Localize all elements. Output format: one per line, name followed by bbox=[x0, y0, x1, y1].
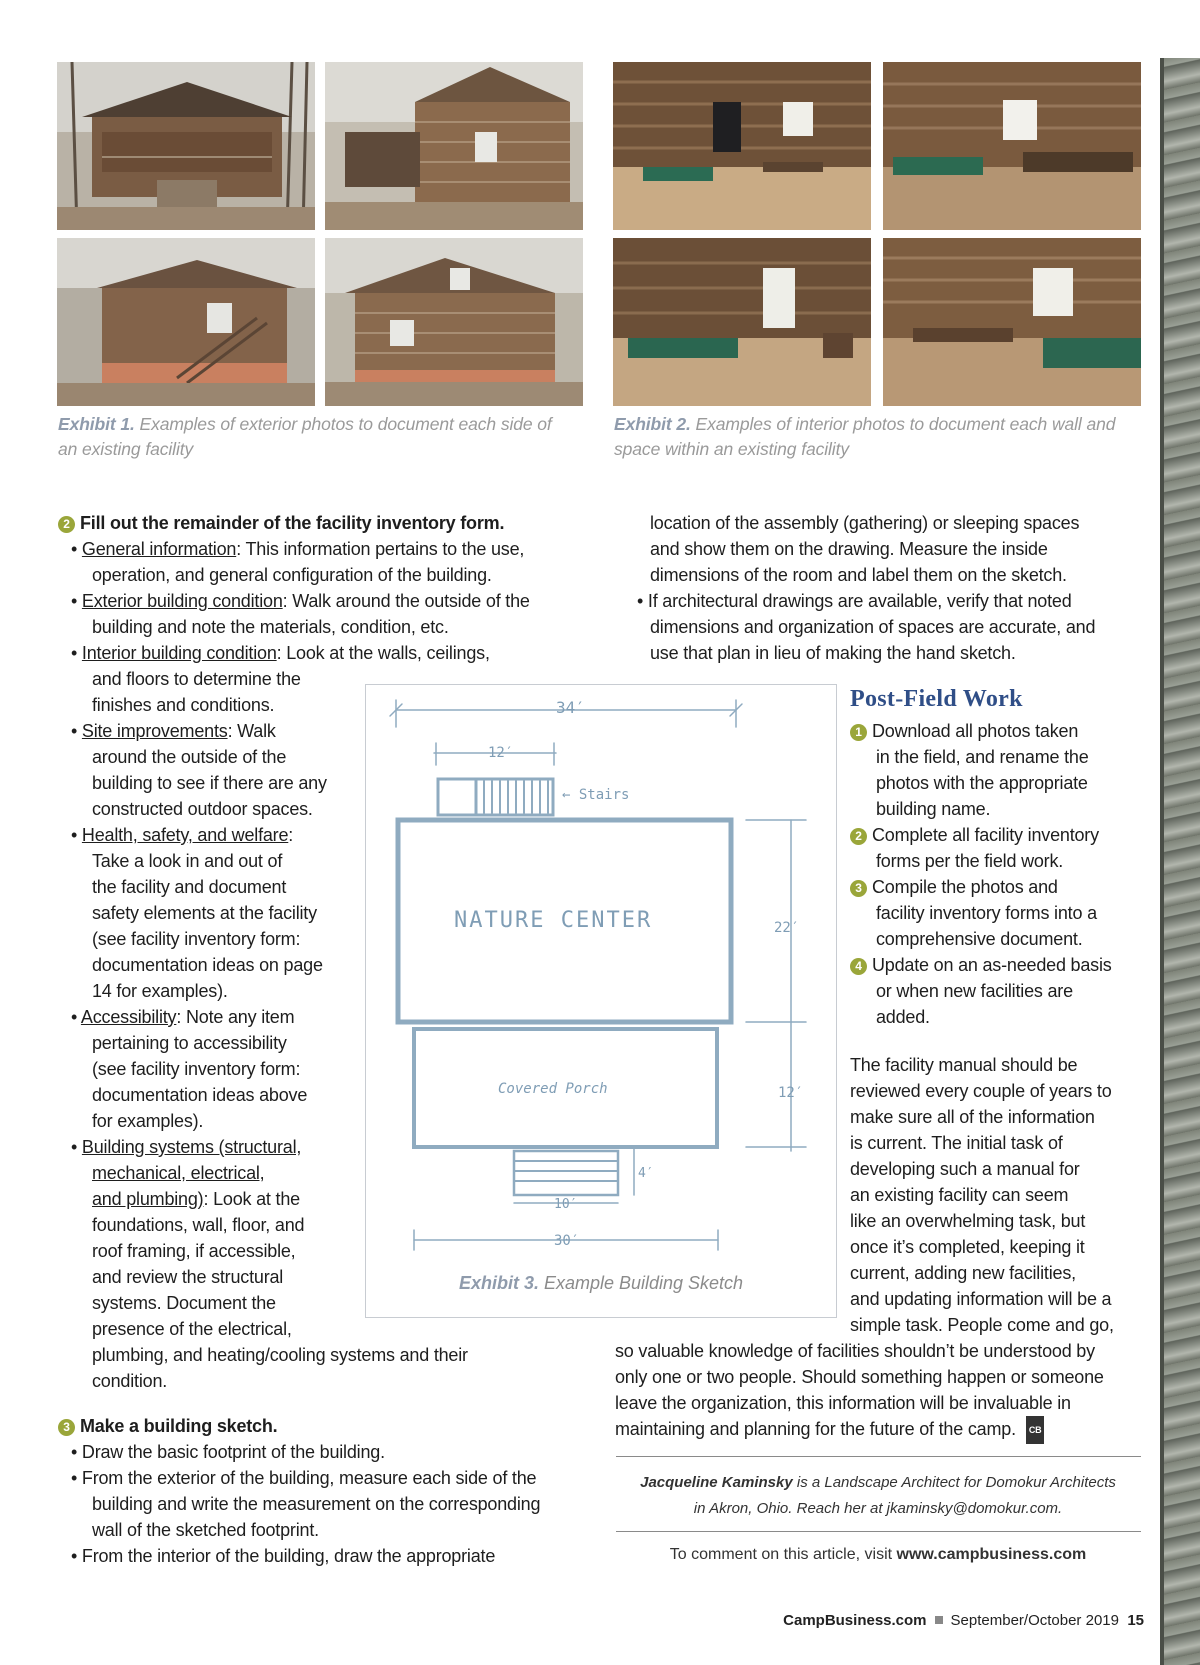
bullet-draw-footprint: • Draw the basic footprint of the building. bbox=[71, 1442, 385, 1462]
paragraph-line-13: only one or two people. Should something happen or someone bbox=[615, 1367, 1104, 1387]
bullet-building-systems-cont-6: plumbing, and heating/cooling systems and their bbox=[92, 1345, 468, 1365]
end-mark-badge: CB bbox=[1026, 1416, 1045, 1444]
bullet-architectural-drawings: • If architectural drawings are available, verify that noted bbox=[637, 591, 1072, 611]
bullet-health-safety-cont-5: documentation ideas on page bbox=[92, 955, 323, 975]
post-field-item-3-cont-2: comprehensive document. bbox=[876, 929, 1083, 949]
bullet-accessibility: • Accessibility: Note any item bbox=[71, 1007, 295, 1027]
bullet-exterior-condition-cont: building and note the materials, condition, etc. bbox=[92, 617, 449, 637]
paragraph-line-9: current, adding new facilities, bbox=[850, 1263, 1076, 1283]
footer-separator-icon bbox=[935, 1616, 943, 1624]
bullet-exterior-condition: • Exterior building condition: Walk around the outside of the bbox=[71, 591, 530, 611]
step-3-section bbox=[58, 1413, 598, 1569]
bullet-building-systems: • Building systems (structural, bbox=[71, 1137, 302, 1157]
paragraph-line-10: and updating information will be a bbox=[850, 1289, 1112, 1309]
post-field-number-1: 1 bbox=[850, 724, 867, 741]
building-sketch-figure bbox=[365, 684, 837, 1318]
page-footer bbox=[783, 1612, 1144, 1629]
dim-34-label: 34′ bbox=[556, 698, 585, 717]
post-field-item-4-cont-2: added. bbox=[876, 1007, 930, 1027]
paragraph-line-11: simple task. People come and go, bbox=[850, 1315, 1114, 1335]
exhibit-2-label: Exhibit 2. bbox=[614, 414, 691, 434]
post-field-item-4-cont: or when new facilities are bbox=[876, 981, 1073, 1001]
building-sketch-drawing bbox=[366, 685, 836, 1265]
post-field-paragraph-wide bbox=[615, 1338, 1155, 1444]
comment-link[interactable]: www.campbusiness.com bbox=[896, 1546, 1087, 1563]
paragraph-line-4: is current. The initial task of bbox=[850, 1133, 1063, 1153]
paragraph-line-7: like an overwhelming task, but bbox=[850, 1211, 1086, 1231]
dim-30-label: 30′ bbox=[554, 1233, 580, 1249]
post-field-item-1-cont-3: building name. bbox=[876, 799, 991, 819]
bullet-measure-exterior: • From the exterior of the building, measure each side of the bbox=[71, 1468, 537, 1488]
paragraph-line-6: an existing facility can seem bbox=[850, 1185, 1069, 1205]
bullet-measure-exterior-cont: building and write the measurement on the corresponding bbox=[92, 1494, 541, 1514]
step-2-number: 2 bbox=[58, 516, 75, 533]
step-2-heading: Fill out the remainder of the facility inventory form. bbox=[80, 513, 505, 533]
interior-photo-window-wall bbox=[883, 62, 1141, 230]
bullet-site-improvements-cont-2: building to see if there are any bbox=[92, 773, 327, 793]
stairs-label: ← Stairs bbox=[562, 787, 630, 803]
post-field-number-3: 3 bbox=[850, 880, 867, 897]
post-field-item-1-cont: in the field, and rename the bbox=[876, 747, 1089, 767]
author-top-rule bbox=[616, 1456, 1141, 1457]
author-bottom-rule bbox=[616, 1531, 1141, 1532]
bullet-accessibility-cont: pertaining to accessibility bbox=[92, 1033, 287, 1053]
bullet-general-info-cont: operation, and general configuration of the building. bbox=[92, 565, 492, 585]
comment-text: To comment on this article, visit bbox=[669, 1546, 897, 1563]
bullet-accessibility-cont-3: documentation ideas above bbox=[92, 1085, 308, 1105]
comment-prompt bbox=[616, 1546, 1140, 1564]
post-field-item-1-cont-2: photos with the appropriate bbox=[876, 773, 1088, 793]
interior-photo-stove-wall bbox=[613, 62, 871, 230]
exhibit-1-label: Exhibit 1. bbox=[58, 414, 135, 434]
bullet-building-systems-cont-3: and review the structural bbox=[92, 1267, 284, 1287]
author-bio bbox=[616, 1470, 1140, 1522]
step-3-number: 3 bbox=[58, 1419, 75, 1436]
bullet-health-safety: • Health, safety, and welfare: bbox=[71, 825, 294, 845]
bullet-general-info: • General information: This information pertains to the use, bbox=[71, 539, 525, 559]
post-field-paragraph bbox=[850, 1052, 1150, 1338]
bullet-accessibility-cont-2: (see facility inventory form: bbox=[92, 1059, 301, 1079]
exterior-photo-side bbox=[325, 62, 583, 230]
bullet-health-safety-cont-3: safety elements at the facility bbox=[92, 903, 317, 923]
bullet-health-safety-cont-4: (see facility inventory form: bbox=[92, 929, 301, 949]
exhibit-3-label: Exhibit 3. bbox=[458, 1273, 539, 1293]
dim-4-label: 4′ bbox=[638, 1166, 654, 1181]
bullet-building-systems-cont-2: roof framing, if accessible, bbox=[92, 1241, 296, 1261]
post-field-list: 1 Download all photos taken in the field, and rename the photos with the appropriate building name. 2 Complete all facility inventory forms per the field work. 3 Compile the photos and facility inventory forms into a comprehensive document. 4 Update on an as-needed basis or when new facilities are added. bbox=[850, 718, 1150, 1030]
paragraph-line-1: The facility manual should be bbox=[850, 1055, 1078, 1075]
exhibit-2-text-2: space within an existing facility bbox=[614, 439, 850, 459]
post-field-work-heading: Post-Field Work bbox=[850, 686, 1023, 712]
paragraph-line-15: maintaining and planning for the future of the camp. CB bbox=[615, 1416, 1155, 1444]
exhibit-2-text: Examples of interior photos to document each wall and bbox=[690, 414, 1116, 434]
col2-line-1: location of the assembly (gathering) or sleeping spaces bbox=[650, 513, 1080, 533]
exhibit-1-text: Examples of exterior photos to document each side of bbox=[134, 414, 552, 434]
exhibit-2-caption bbox=[614, 412, 1115, 462]
bullet-building-systems-cont-5: presence of the electrical, bbox=[92, 1319, 292, 1339]
post-field-number-4: 4 bbox=[850, 958, 867, 975]
exhibit-3-text: Example Building Sketch bbox=[538, 1273, 744, 1293]
col2-top-text bbox=[634, 510, 1154, 666]
page-number: 15 bbox=[1127, 1612, 1144, 1629]
exterior-photo-other-side bbox=[325, 238, 583, 406]
dim-12-side-label: 12′ bbox=[778, 1085, 804, 1101]
bullet-building-systems-term-2: mechanical, electrical, bbox=[92, 1163, 265, 1183]
step-3-heading: Make a building sketch. bbox=[80, 1416, 278, 1436]
bullet-interior-condition: • Interior building condition: Look at the walls, ceilings, bbox=[71, 643, 490, 663]
covered-porch-label: Covered Porch bbox=[498, 1081, 608, 1097]
dim-12-top-label: 12′ bbox=[488, 745, 514, 761]
col2-line-3: dimensions of the room and label them on the sketch. bbox=[650, 565, 1067, 585]
footer-site: CampBusiness.com bbox=[783, 1612, 927, 1629]
interior-photo-door-wall bbox=[613, 238, 871, 406]
bullet-accessibility-cont-4: for examples). bbox=[92, 1111, 204, 1131]
bullet-architectural-drawings-cont-2: use that plan in lieu of making the hand sketch. bbox=[650, 643, 1016, 663]
bullet-architectural-drawings-cont: dimensions and organization of spaces are accurate, and bbox=[650, 617, 1096, 637]
bullet-draw-interior: • From the interior of the building, draw the appropriate bbox=[71, 1546, 496, 1566]
bullet-building-systems-cont: foundations, wall, floor, and bbox=[92, 1215, 305, 1235]
paragraph-line-8: once it’s completed, keeping it bbox=[850, 1237, 1085, 1257]
bullet-building-systems-cont-4: systems. Document the bbox=[92, 1293, 276, 1313]
bullet-interior-condition-cont: and floors to determine the bbox=[92, 669, 301, 689]
nature-center-label: NATURE CENTER bbox=[454, 908, 653, 933]
bullet-measure-exterior-cont-2: wall of the sketched footprint. bbox=[92, 1520, 319, 1540]
author-bio-line-2: in Akron, Ohio. Reach her at jkaminsky@domokur.com. bbox=[693, 1500, 1063, 1517]
paragraph-line-2: reviewed every couple of years to bbox=[850, 1081, 1112, 1101]
bullet-health-safety-cont-6: 14 for examples). bbox=[92, 981, 228, 1001]
dim-10-label: 10′ bbox=[554, 1197, 578, 1212]
paragraph-line-3: make sure all of the information bbox=[850, 1107, 1095, 1127]
roof-photo-strip bbox=[1160, 58, 1200, 1665]
paragraph-line-5: developing such a manual for bbox=[850, 1159, 1080, 1179]
post-field-item-3-cont: facility inventory forms into a bbox=[876, 903, 1097, 923]
bullet-site-improvements-cont: around the outside of the bbox=[92, 747, 287, 767]
bullet-health-safety-cont: Take a look in and out of bbox=[92, 851, 283, 871]
col2-line-2: and show them on the drawing. Measure the inside bbox=[650, 539, 1048, 559]
exhibit-3-caption bbox=[366, 1273, 836, 1294]
paragraph-line-12: so valuable knowledge of facilities shouldn’t be understood by bbox=[615, 1341, 1095, 1361]
bullet-building-systems-cont-7: condition. bbox=[92, 1371, 168, 1391]
interior-photo-tool-wall bbox=[883, 238, 1141, 406]
exhibit-1-caption bbox=[58, 412, 552, 462]
paragraph-line-14: leave the organization, this information will be invaluable in bbox=[615, 1393, 1071, 1413]
exterior-photo-front bbox=[57, 62, 315, 230]
bullet-site-improvements-cont-3: constructed outdoor spaces. bbox=[92, 799, 313, 819]
bullet-building-systems-term-3: and plumbing): Look at the bbox=[92, 1189, 300, 1209]
bullet-interior-condition-cont-2: finishes and conditions. bbox=[92, 695, 275, 715]
bullet-health-safety-cont-2: the facility and document bbox=[92, 877, 287, 897]
post-field-number-2: 2 bbox=[850, 828, 867, 845]
author-name: Jacqueline Kaminsky bbox=[640, 1474, 793, 1491]
exhibit-1-text-2: an existing facility bbox=[58, 439, 194, 459]
post-field-item-2-cont: forms per the field work. bbox=[876, 851, 1064, 871]
footer-issue: September/October 2019 bbox=[950, 1612, 1119, 1629]
dim-22-label: 22′ bbox=[774, 920, 800, 936]
author-bio-line-1: is a Landscape Architect for Domokur Architects bbox=[792, 1474, 1116, 1491]
exterior-photo-rear bbox=[57, 238, 315, 406]
bullet-site-improvements: • Site improvements: Walk bbox=[71, 721, 276, 741]
